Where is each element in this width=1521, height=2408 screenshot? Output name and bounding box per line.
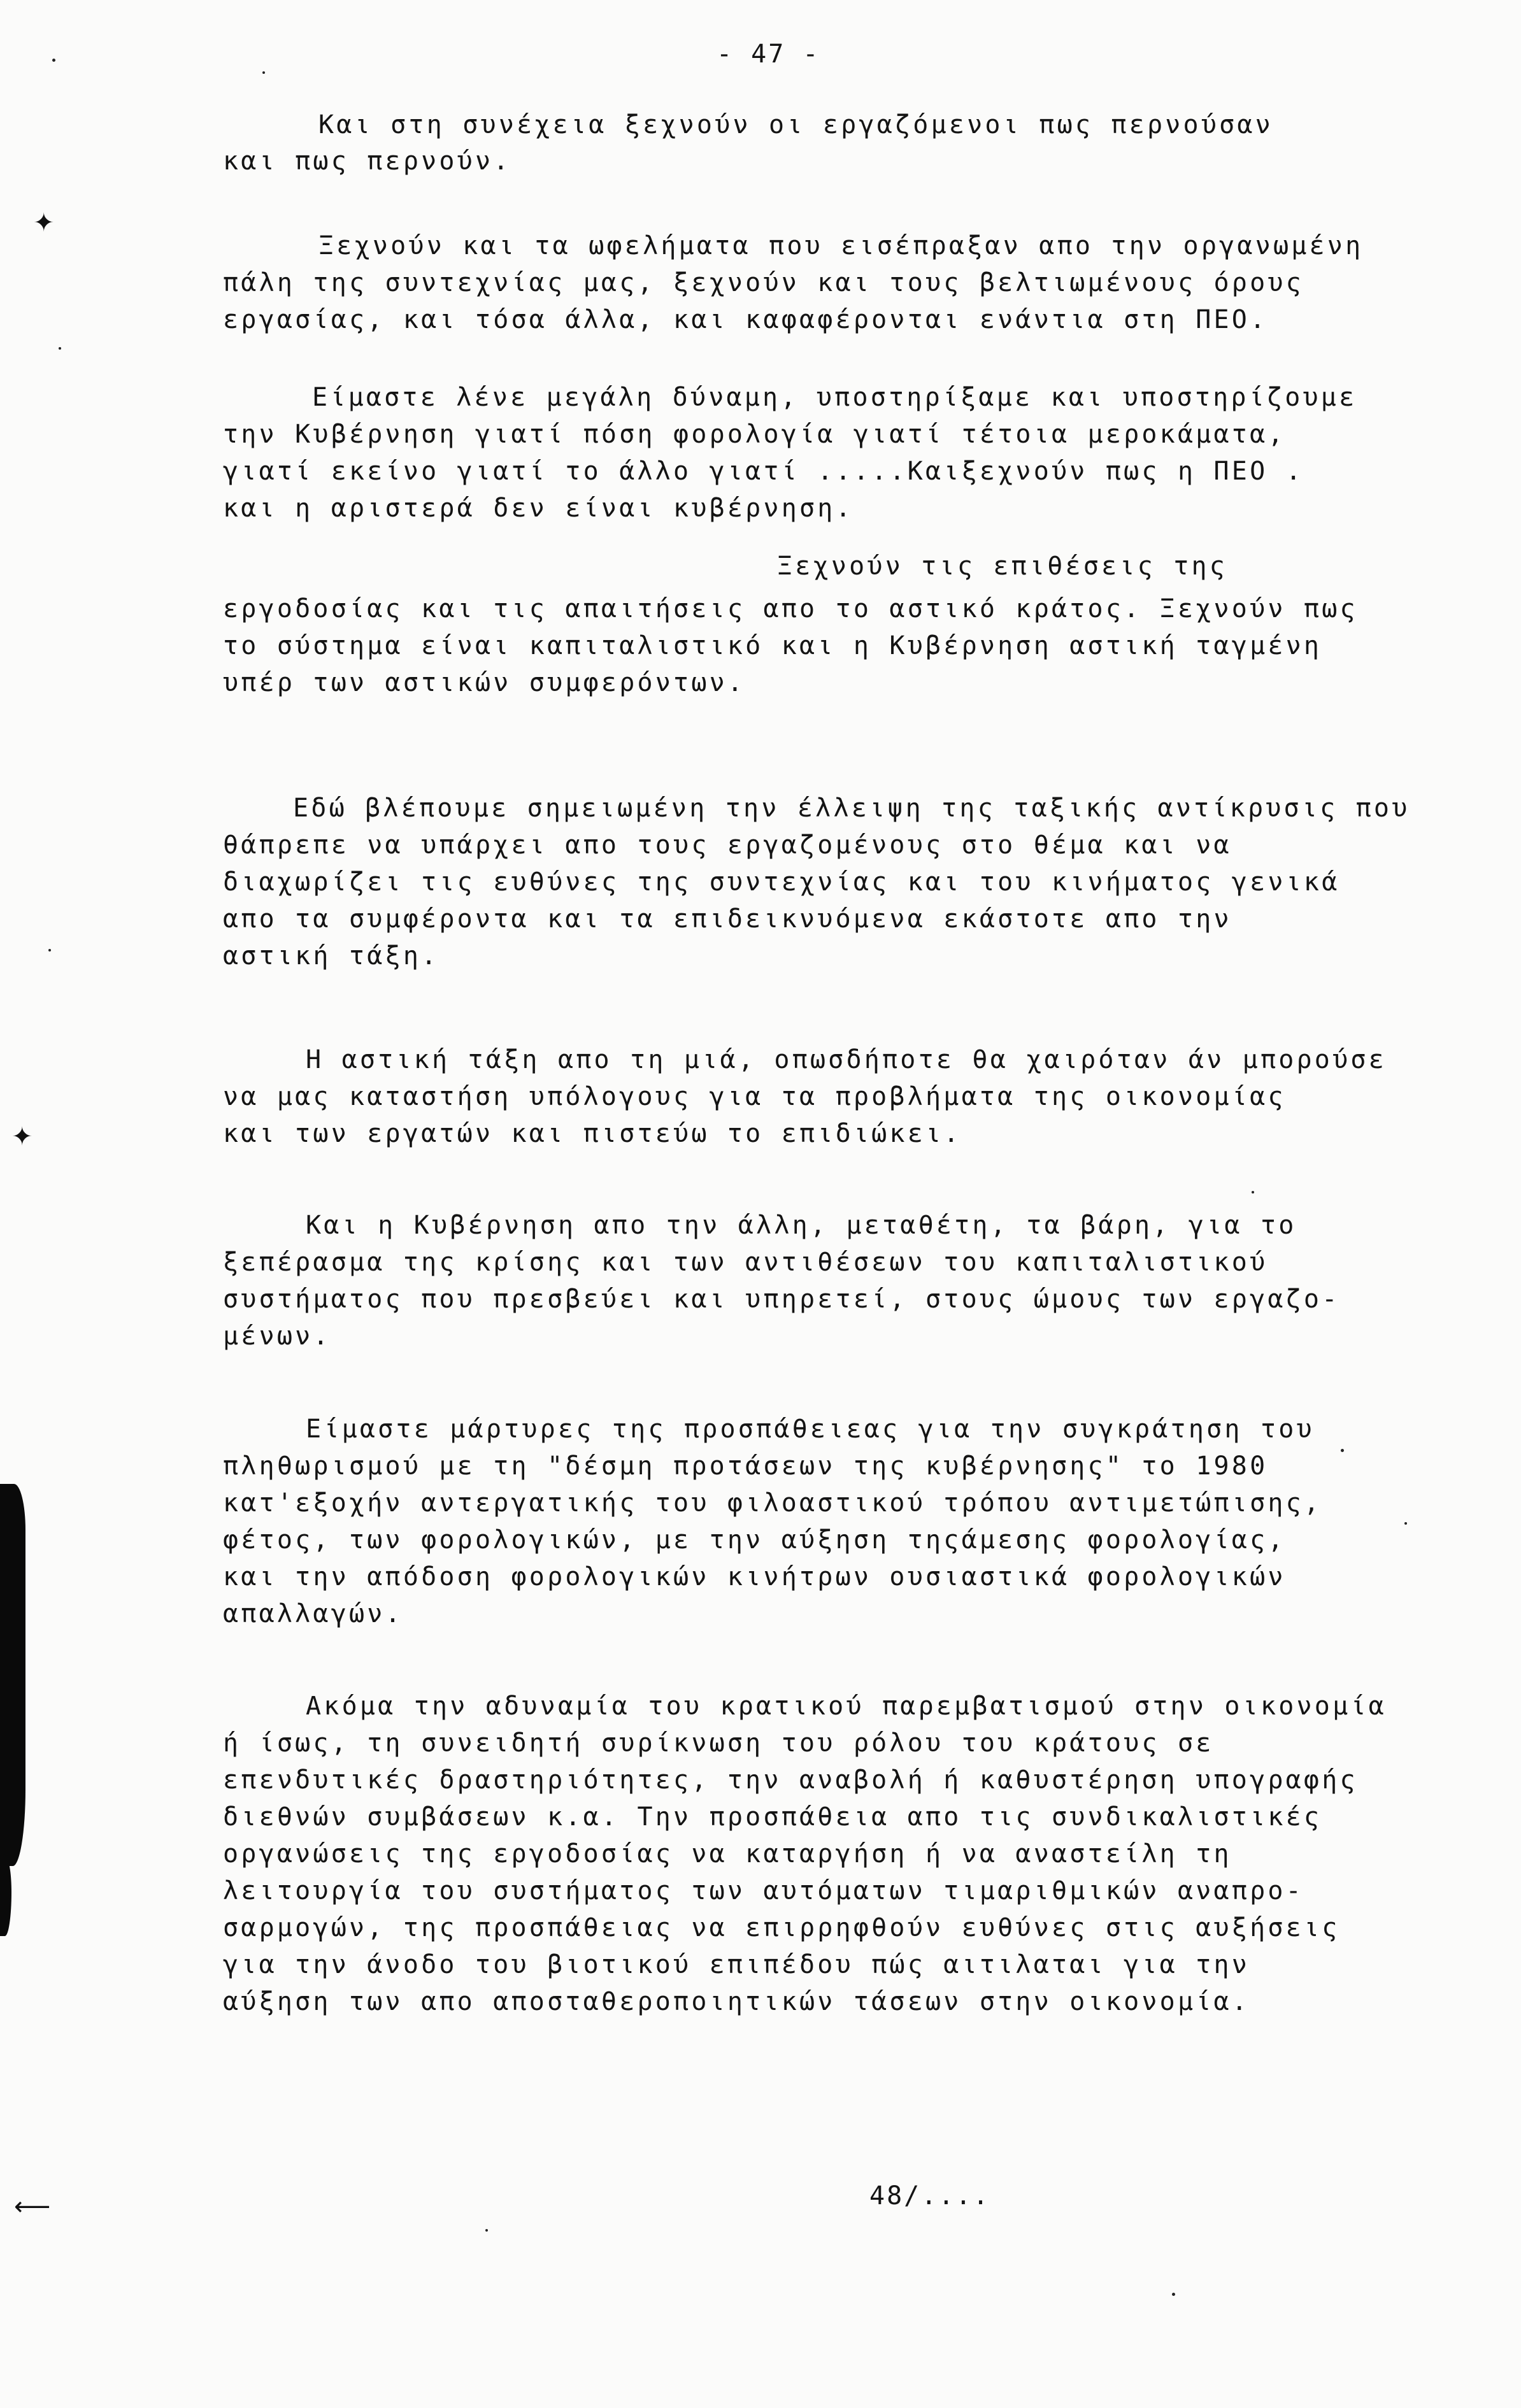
margin-tick-mark: ✦	[33, 208, 55, 238]
text-line: και την απόδοση φορολογικών κινήτρων ουσιαστικά φορολογικών	[223, 1562, 1286, 1592]
page-continuation-footer: 48/....	[869, 2181, 990, 2211]
text-line: υπέρ των αστικών συμφερόντων.	[223, 668, 746, 697]
text-line: για την άνοδο του βιοτικού επιπέδου πώς αιτιλαται για την	[223, 1950, 1250, 1979]
margin-tick-mark: ⟵	[14, 2192, 51, 2221]
text-line: Ακόμα την αδυναμία του κρατικού παρεμβατισμού στην οικονομία	[306, 1692, 1387, 1721]
text-line: σαρμογών, της προσπάθειας να επιρρηφθούν ευθύνες στις αυξήσεις	[223, 1913, 1340, 1942]
text-line: φέτος, των φορολογικών, με την αύξηση τηςάμεσης φορολογίας,	[223, 1525, 1286, 1555]
text-line: γιατί εκείνο γιατί το άλλο γιατί .....Καιξεχνούν πως η ΠΕΟ .	[223, 457, 1304, 486]
text-line: ξεπέρασμα της κρίσης και των αντιθέσεων του καπιταλιστικού	[223, 1248, 1268, 1277]
text-line: Εδώ βλέπουμε σημειωμένη την έλλειψη της ταξικής αντίκρυσις που	[293, 794, 1410, 823]
text-line: αύξηση των απο αποσταθεροποιητικών τάσεων στην οικονομία.	[223, 1987, 1250, 2016]
text-line: πάλη της συντεχνίας μας, ξεχνούν και τους βελτιωμένους όρους	[223, 268, 1304, 297]
text-line: να μας καταστήση υπόλογους για τα προβλήματα της οικονομίας	[223, 1082, 1286, 1111]
text-line: Είμαστε λένε μεγάλη δύναμη, υποστηρίξαμε και υποστηρίζουμε	[312, 383, 1357, 412]
text-line: συστήματος που πρεσβεύει και υπηρετεί, στους ώμους των εργαζο-	[223, 1285, 1340, 1314]
text-line: πληθωρισμού με τη "δέσμη προτάσεων της κυβέρνησης" το 1980	[223, 1451, 1268, 1481]
text-line: το σύστημα είναι καπιταλιστικό και η Κυβέρνηση αστική ταγμένη	[223, 631, 1322, 660]
text-line: αστική τάξη.	[223, 941, 439, 971]
text-line: Και στη συνέχεια ξεχνούν οι εργαζόμενοι πως περνούσαν	[318, 110, 1273, 139]
page-number-header: - 47 -	[717, 39, 820, 69]
text-line: απαλλαγών.	[223, 1599, 403, 1628]
text-line: Ξεχνούν και τα ωφελήματα που εισέπραξαν απο την οργανωμένη	[318, 231, 1364, 260]
text-line: ή ίσως, τη συνειδητή συρίκνωση του ρόλου του κράτους σε	[223, 1728, 1214, 1758]
text-line: Είμαστε μάρτυρες της προσπάθειεας για την συγκράτηση του	[306, 1414, 1315, 1444]
text-line: την Κυβέρνηση γιατί πόση φορολογία γιατί τέτοια μεροκάματα,	[223, 420, 1286, 449]
text-line: Η αστική τάξη απο τη μιά, οπωσδήποτε θα χαιρόταν άν μπορούσε	[306, 1045, 1387, 1074]
text-line: λειτουργία του συστήματος των αυτόματων τιμαριθμικών αναπρο-	[223, 1876, 1304, 1906]
text-line: και των εργατών και πιστεύω το επιδιώκει.	[223, 1119, 962, 1148]
text-line: διεθνών συμβάσεων κ.α. Την προσπάθεια απο τις συνδικαλιστικές	[223, 1802, 1322, 1832]
text-line: επενδυτικές δραστηριότητες, την αναβολή ή καθυστέρηση υπογραφής	[223, 1765, 1358, 1795]
text-line: εργασίας, και τόσα άλλα, και καφαφέρονται ενάντια στη ΠΕΟ.	[223, 305, 1268, 334]
text-line: μένων.	[223, 1322, 331, 1351]
text-line: και η αριστερά δεν είναι κυβέρνηση.	[223, 494, 853, 523]
text-line: εργοδοσίας και τις απαιτήσεις απο το αστικό κράτος. Ξεχνούν πως	[223, 594, 1358, 623]
text-line: οργανώσεις της εργοδοσίας να καταργήση ή να αναστείλη τη	[223, 1839, 1232, 1869]
text-line: κατ'εξοχήν αντεργατικής του φιλοαστικού τρόπου αντιμετώπισης,	[223, 1488, 1322, 1518]
margin-tick-mark: ✦	[11, 1122, 33, 1151]
text-line: θάπρεπε να υπάρχει απο τους εργαζομένους στο θέμα και να	[223, 830, 1232, 860]
text-line: διαχωρίζει τις ευθύνες της συντεχνίας και του κινήματος γενικά	[223, 867, 1340, 897]
text-line: Και η Κυβέρνηση απο την άλλη, μεταθέτη, τα βάρη, για το	[306, 1211, 1297, 1240]
text-line: και πως περνούν.	[223, 146, 511, 176]
text-line: Ξεχνούν τις επιθέσεις της	[777, 552, 1228, 581]
text-line: απο τα συμφέροντα και τα επιδεικνυόμενα εκάστοτε απο την	[223, 904, 1232, 934]
